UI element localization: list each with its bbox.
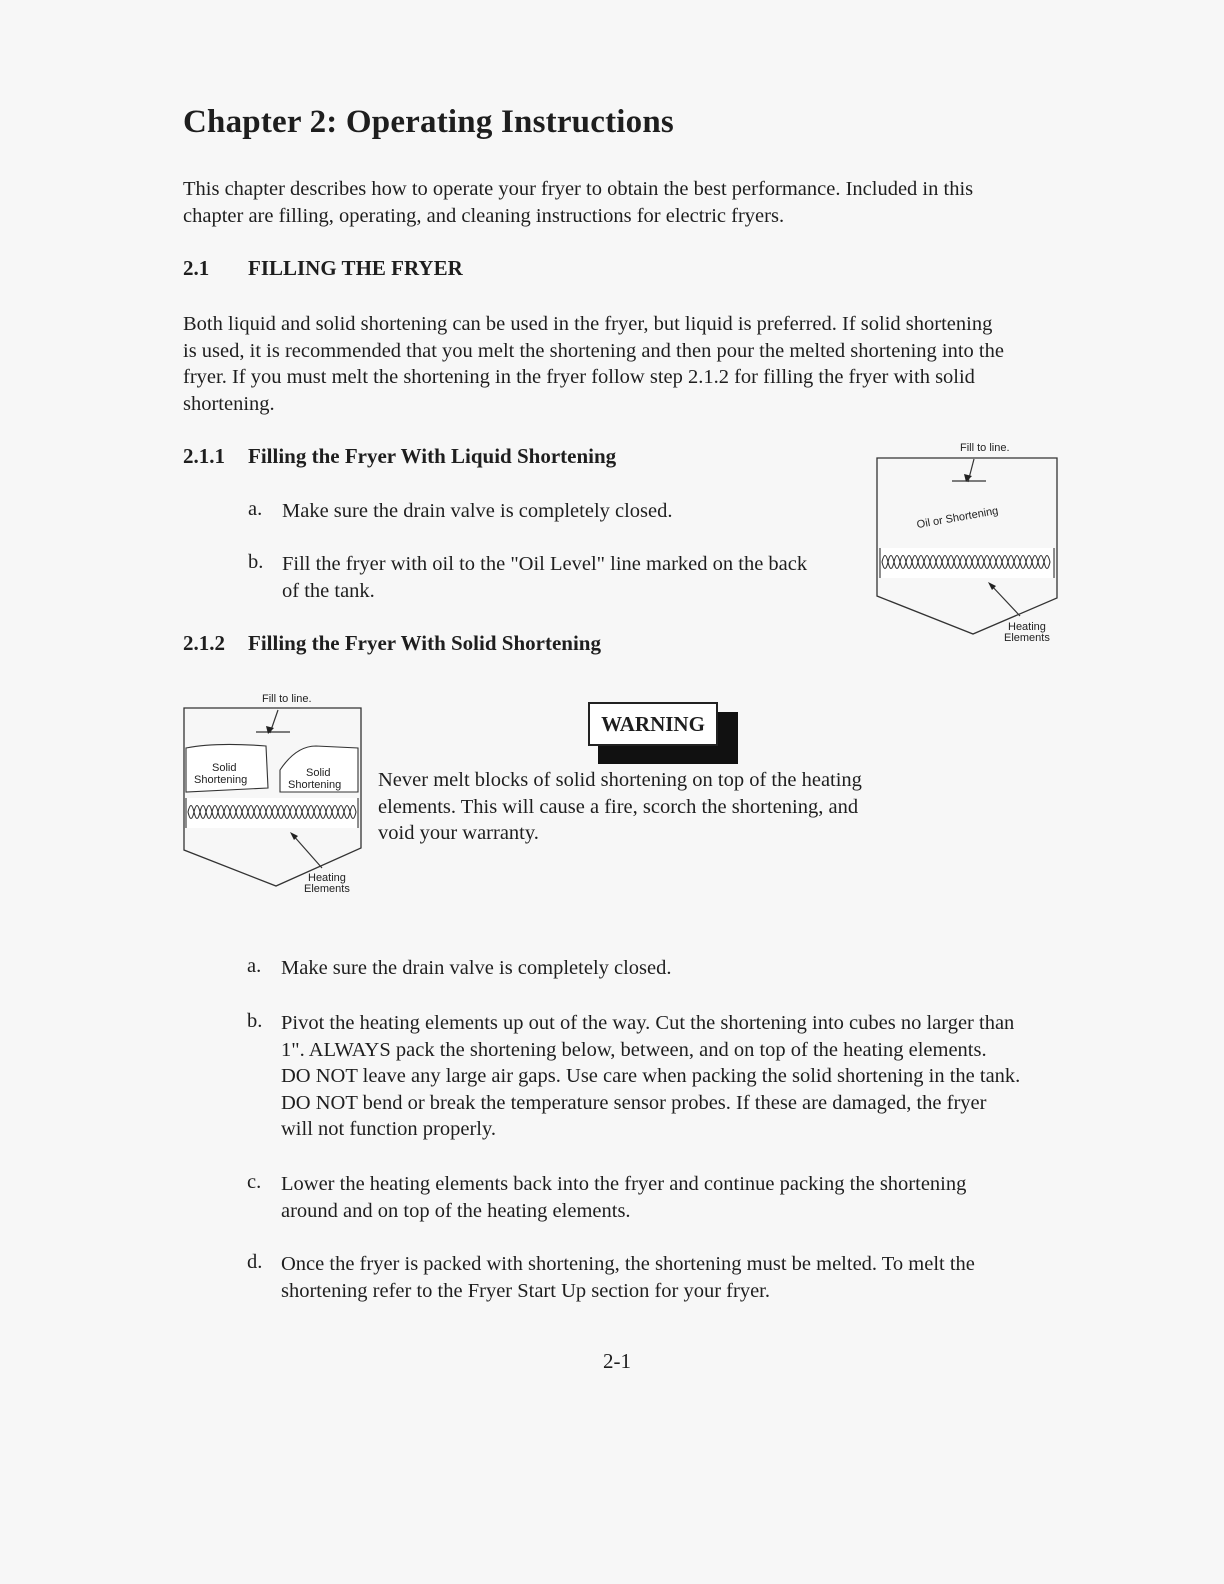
step-text: Make sure the drain valve is completely closed. (281, 957, 672, 979)
step-line: Pivot the heating elements up out of the way. Cut the shortening into cubes no larger than (281, 1012, 1015, 1034)
intro-paragraph (183, 176, 1073, 229)
step-letter: b. (247, 1010, 263, 1032)
step-line: DO NOT bend or break the temperature sensor probes. If these are damaged, the fryer (281, 1091, 987, 1114)
step-text (281, 1010, 1071, 1143)
heating-label-2: Elements (304, 883, 350, 895)
solid-fryer-diagram (176, 688, 376, 902)
warning-line: elements. This will cause a fire, scorch the shortening, and (378, 795, 859, 818)
heating-label-2: Elements (1004, 632, 1050, 644)
step-line: Lower the heating elements back into the fryer and continue packing the shortening (281, 1173, 967, 1195)
step-line: will not function properly. (281, 1118, 497, 1140)
body-line: is used, it is recommended that you melt the shortening and then pour the melted shortening into the (183, 339, 1004, 362)
warning-text (378, 767, 938, 847)
step-letter: a. (247, 955, 262, 977)
intro-line: This chapter describes how to operate your fryer to obtain the best performance. Included in this (183, 178, 974, 200)
body-line: Both liquid and solid shortening can be used in the fryer, but liquid is preferred. If solid shortening (183, 313, 993, 335)
step-letter: d. (247, 1251, 263, 1273)
step-letter: c. (247, 1171, 262, 1193)
step-line: DO NOT leave any large air gaps. Use care when packing the solid shortening in the tank. (281, 1065, 1021, 1087)
solid-label: Solid (212, 762, 237, 774)
step-line: around and on top of the heating elements. (281, 1199, 631, 1222)
liquid-fryer-diagram (866, 436, 1066, 650)
chapter-title: Chapter 2: Operating Instructions (183, 104, 674, 140)
solid-label: Shortening (194, 774, 248, 786)
section-2-1-1-title: Filling the Fryer With Liquid Shortening (248, 444, 617, 468)
step-text (281, 1251, 1071, 1304)
section-2-1-1-number: 2.1.1 (183, 444, 225, 468)
heating-label-1: Heating (1008, 621, 1046, 633)
fryer-tank-outline (184, 708, 361, 886)
section-2-1-number: 2.1 (183, 256, 210, 280)
step-line: Once the fryer is packed with shortening, the shortening must be melted. To melt the (281, 1253, 975, 1275)
warning-line: Never melt blocks of solid shortening on top of the heating (378, 769, 862, 791)
heating-label-1: Heating (308, 872, 346, 884)
step-line: of the tank. (282, 579, 375, 602)
solid-label: Solid (306, 767, 331, 779)
page-number: 2-1 (603, 1349, 631, 1373)
body-line: shortening. (183, 392, 275, 415)
fryer-tank-outline (877, 458, 1057, 634)
heating-pointer (292, 834, 322, 868)
section-2-1-2-title: Filling the Fryer With Solid Shortening (248, 631, 601, 655)
step-text (282, 551, 872, 604)
body-line: fryer. If you must melt the shortening in the fryer follow step 2.1.2 for filling the fryer with solid (183, 366, 975, 388)
step-line: Fill the fryer with oil to the "Oil Level" line marked on the back (282, 553, 808, 575)
step-text (281, 1171, 1071, 1224)
fill-line-label: Fill to line. (960, 442, 1010, 454)
oil-label: Oil or Shortening (915, 504, 1000, 532)
step-line: 1". ALWAYS pack the shortening below, between, and on top of the heating elements. (281, 1038, 987, 1061)
solid-label: Shortening (288, 779, 342, 791)
section-2-1-2-number: 2.1.2 (183, 631, 225, 655)
fill-line-label: Fill to line. (262, 693, 312, 705)
heating-element-coils (880, 548, 1054, 578)
section-2-1-body (183, 311, 1073, 417)
intro-line: chapter are filling, operating, and cleaning instructions for electric fryers. (183, 204, 785, 227)
step-text: Make sure the drain valve is completely closed. (282, 500, 673, 522)
step-letter: a. (248, 498, 263, 520)
step-letter: b. (248, 551, 264, 573)
warning-label: WARNING (588, 702, 718, 746)
heating-pointer (990, 584, 1020, 616)
section-2-1-title: FILLING THE FRYER (248, 256, 463, 280)
heating-element-coils (186, 798, 358, 828)
warning-line: void your warranty. (378, 822, 539, 844)
step-line: shortening refer to the Fryer Start Up section for your fryer. (281, 1279, 771, 1302)
